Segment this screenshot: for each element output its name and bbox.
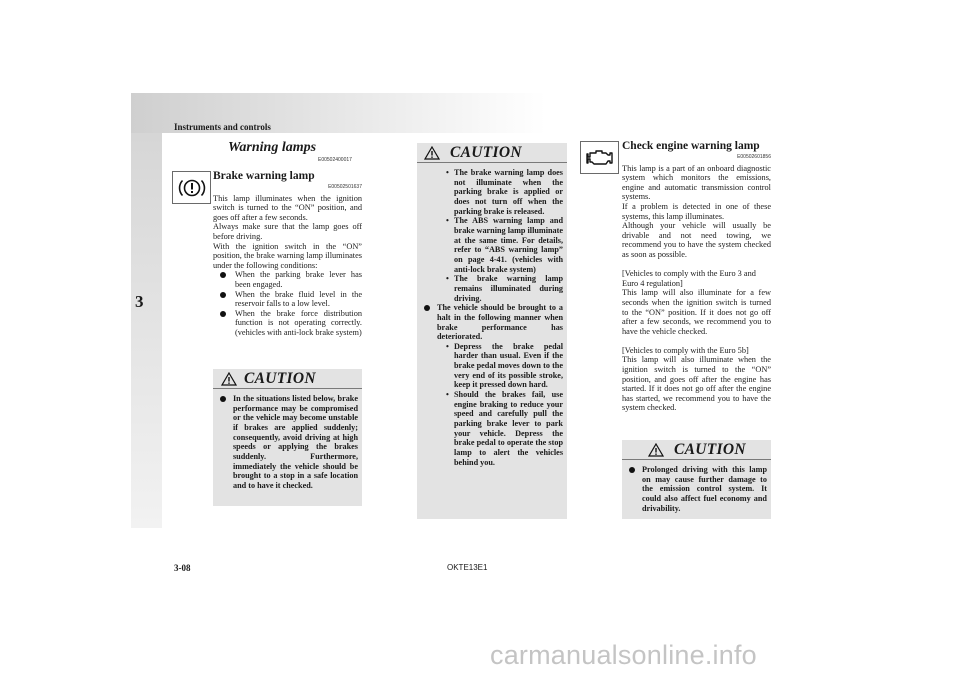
left-column bbox=[213, 170, 362, 338]
section-code: E00502400017 bbox=[318, 157, 352, 163]
list-item: • The brake warning lamp remains illuminated during driving. bbox=[446, 274, 563, 303]
list-item: When the brake fluid level in the reservoir falls to a low level. bbox=[213, 290, 362, 309]
caution-box-2 bbox=[417, 143, 567, 519]
list-item: • The brake warning lamp does not illuminate when the parking brake is applied or does not turn off when the parking brake is released. bbox=[446, 168, 563, 216]
brake-para2: Always make sure that the lamp goes off before driving. bbox=[213, 222, 362, 241]
engine-para2: If a problem is detected in one of these systems, this lamp illuminates. bbox=[622, 201, 771, 221]
right-column bbox=[622, 140, 771, 413]
chapter-number: 3 bbox=[135, 292, 144, 311]
engine-para4a: [Vehicles to comply with the Euro 3 and Euro 4 regulation] bbox=[622, 269, 756, 288]
chapter-tab bbox=[131, 133, 162, 528]
list-item: In the situations listed below, brake performance may be compromised or the vehicle may become unstable if brakes are applied suddenly; consequently, avoid driving at high speeds or applying the brakes suddenly. Furthermore, immediately the vehicle should be brought to a stop in a safe location and to have it checked. bbox=[217, 394, 358, 491]
brake-lamp-code: E00502501637 bbox=[328, 184, 362, 190]
brake-para1: This lamp illuminates when the ignition switch is turned to the “ON” position, and goes off after a few seconds. bbox=[213, 193, 362, 222]
page-number: 3-08 bbox=[174, 563, 191, 573]
engine-para4b: This lamp will also illuminate for a few seconds when the ignition switch is turned to the “ON” position. If it does not go off after a few seconds, we recommend you to have the vehicle checked. bbox=[622, 288, 771, 336]
check-engine-icon bbox=[580, 141, 619, 174]
engine-para5a: [Vehicles to comply with the Euro 5b] bbox=[622, 345, 749, 355]
list-item: The vehicle should be brought to a halt in the following manner when brake performance has deteriorated. bbox=[421, 303, 563, 342]
list-item: • The ABS warning lamp and brake warning lamp illuminate at the same time. For details, refer to “ABS warning lamp” on page 4-41. (vehicles with anti-lock brake system) bbox=[446, 216, 563, 274]
engine-para1: This lamp is a part of an onboard diagnostic system which monitors the emissions, engine and automatic transmission control systems. bbox=[622, 163, 771, 202]
warning-triangle-icon bbox=[424, 146, 440, 160]
caution-title: CAUTION bbox=[244, 370, 316, 387]
engine-para5b: This lamp will also illuminate when the ignition switch is turned to the “ON” position, and goes off after the engine has started. If it does not go off after the engine has started, we recommend you to have the system checked. bbox=[622, 355, 771, 413]
caution-box-1 bbox=[213, 369, 362, 506]
caution-title: CAUTION bbox=[450, 144, 522, 161]
list-item: When the parking brake lever has been engaged. bbox=[213, 270, 362, 289]
list-item: When the brake force distribution function is not operating correctly. (vehicles with anti-lock brake system) bbox=[213, 309, 362, 338]
list-item: • Depress the brake pedal harder than usual. Even if the brake pedal moves down to the very end of its possible stroke, keep it pressed down hard. bbox=[446, 341, 563, 390]
engine-lamp-heading: Check engine warning lamp bbox=[622, 140, 760, 152]
brake-warning-icon bbox=[172, 171, 211, 204]
engine-para3: Although your vehicle will usually be drivable and not need towing, we recommend you to have the system checked as soon as possible. bbox=[622, 221, 771, 259]
document-code: OKTE13E1 bbox=[447, 563, 488, 572]
engine-lamp-code: E00502601856 bbox=[737, 154, 771, 160]
chapter-title: Instruments and controls bbox=[174, 122, 271, 132]
caution-title: CAUTION bbox=[674, 441, 746, 458]
caution-box-3 bbox=[622, 440, 771, 519]
list-item: • Should the brakes fail, use engine braking to reduce your speed and carefully pull the parking brake lever to park your vehicle. Depress the brake pedal to operate the stop lamp to alert the vehicles behind you. bbox=[446, 390, 563, 467]
brake-lamp-heading: Brake warning lamp bbox=[213, 170, 315, 182]
warning-triangle-icon bbox=[648, 443, 664, 457]
watermark: carmanualsonline.info bbox=[490, 640, 757, 670]
section-title: Warning lamps bbox=[228, 140, 317, 155]
brake-para3: With the ignition switch in the “ON” position, the brake warning lamp illuminates under the following conditions: bbox=[213, 241, 362, 270]
warning-triangle-icon bbox=[221, 372, 237, 386]
list-item: Prolonged driving with this lamp on may cause further damage to the emission control system. It could also affect fuel economy and drivability. bbox=[626, 465, 767, 513]
